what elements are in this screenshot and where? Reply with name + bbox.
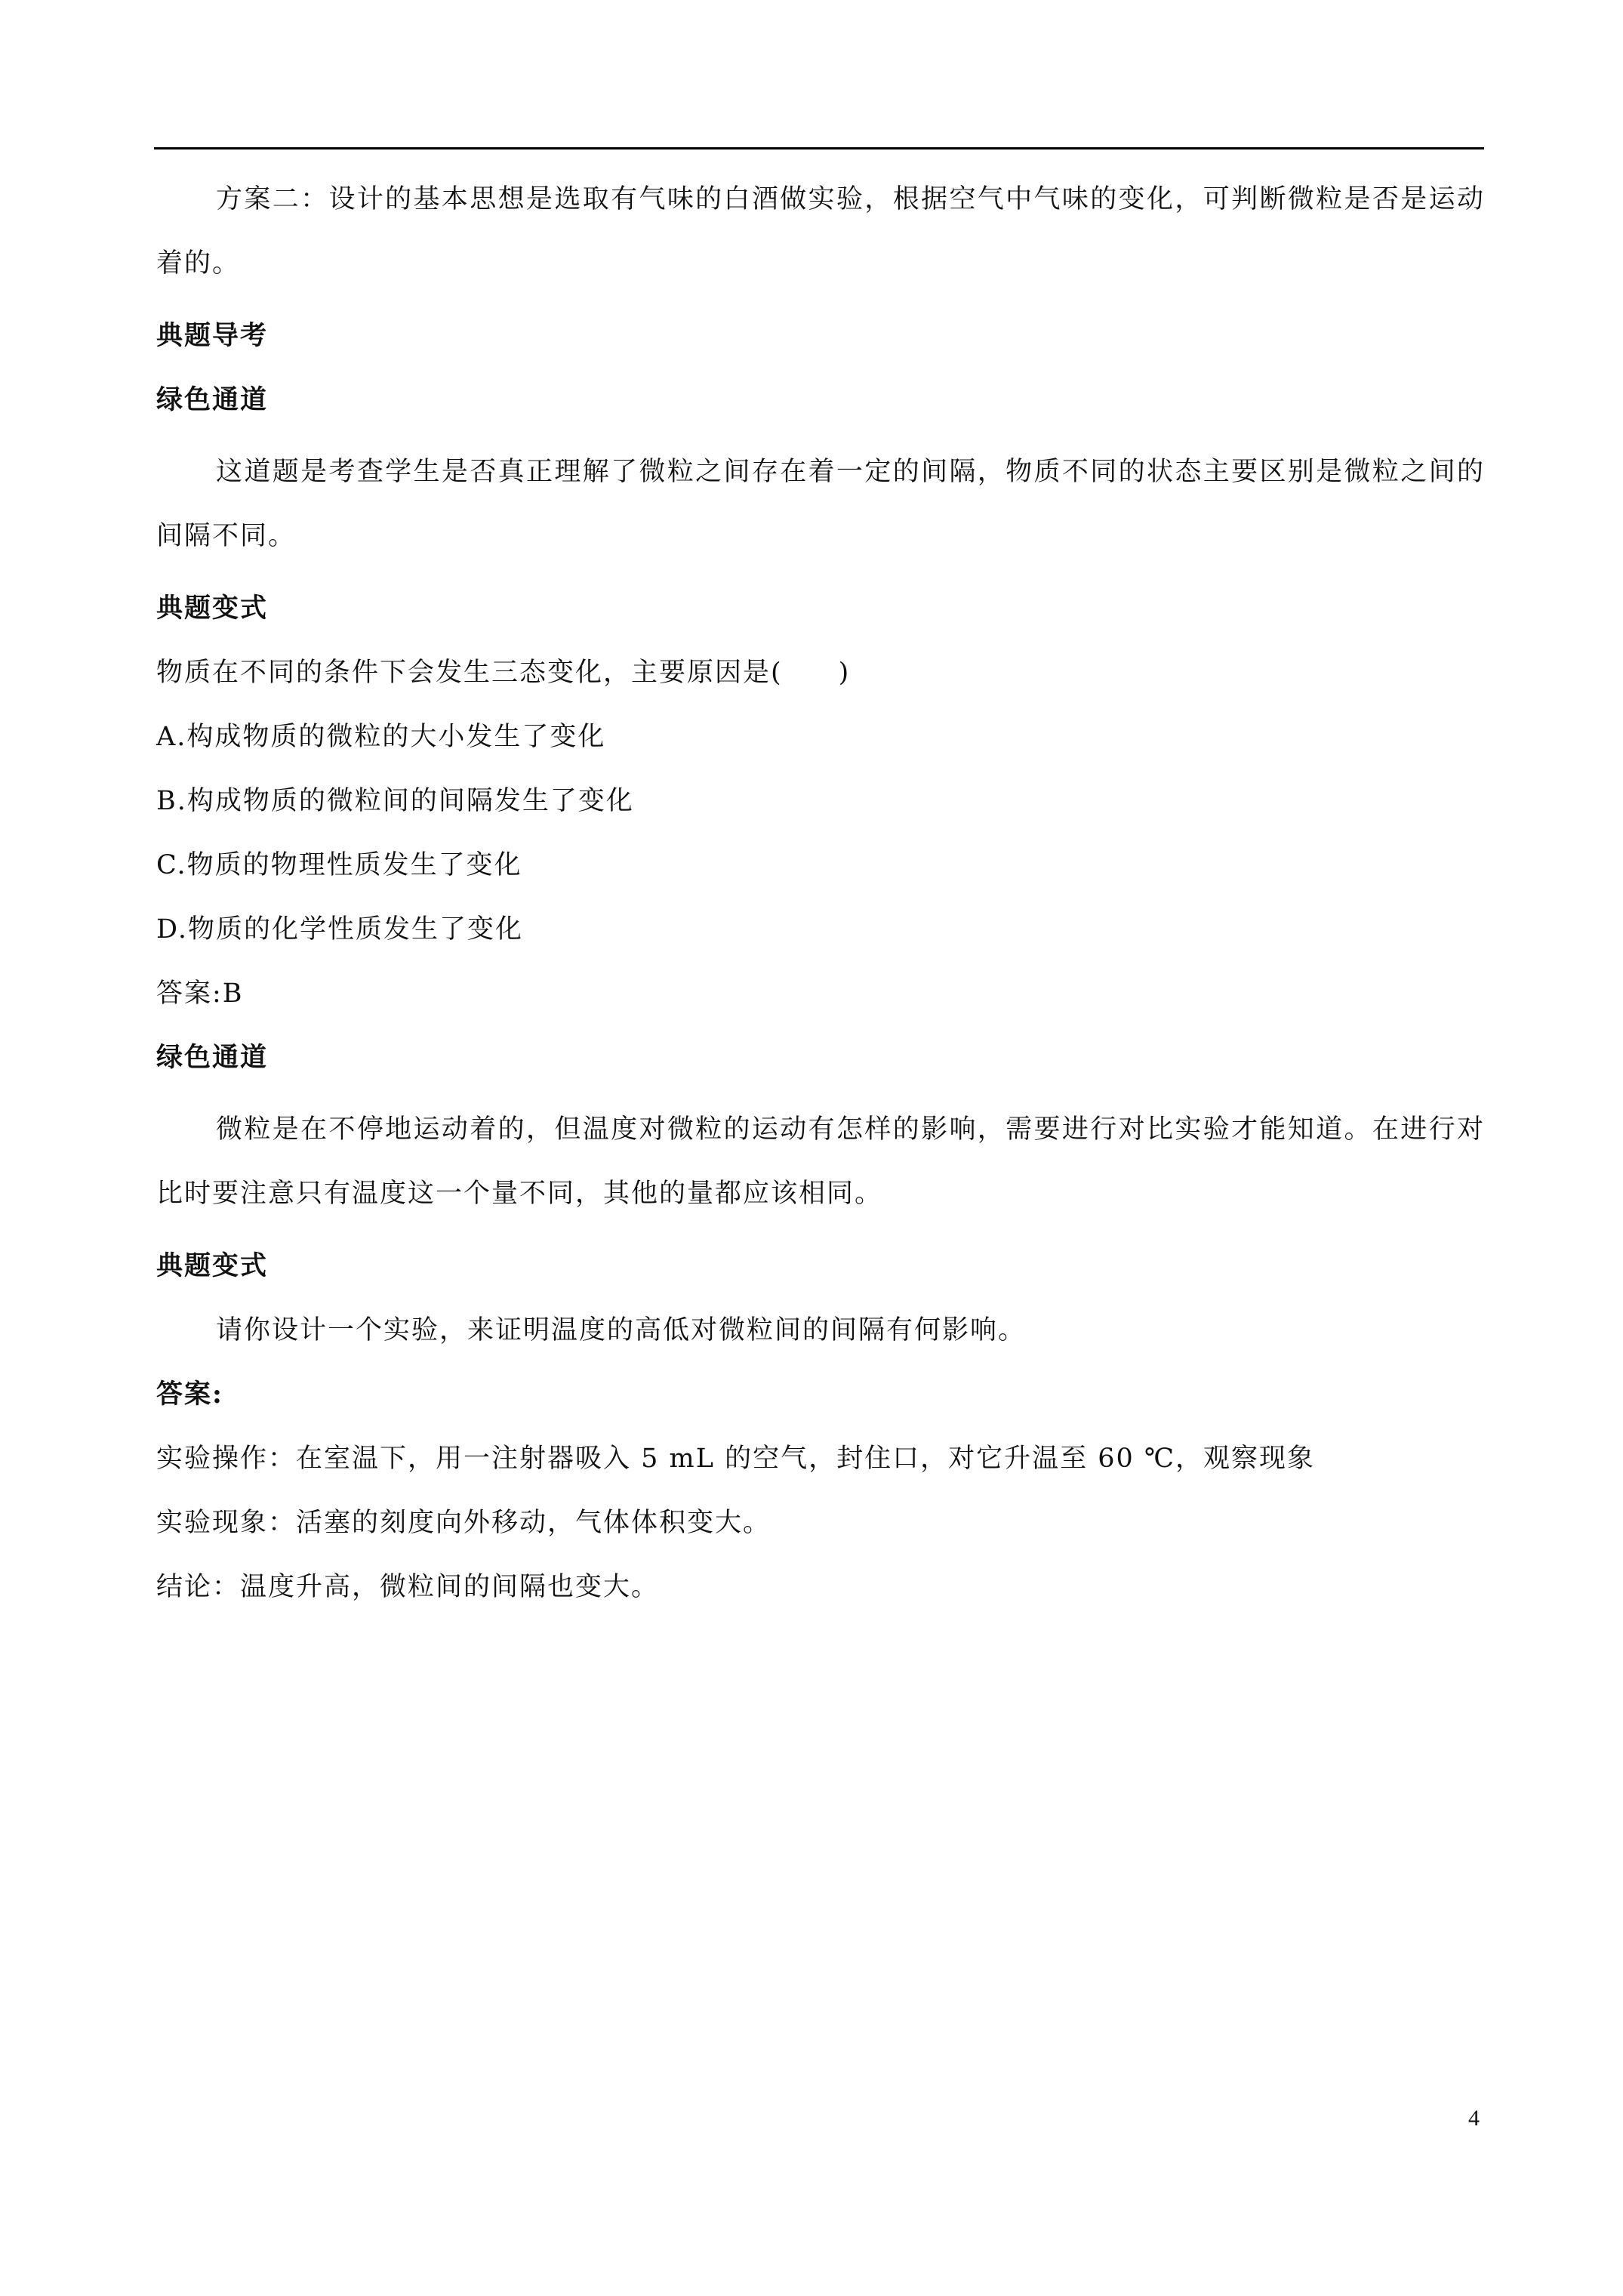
option-a: A.构成物质的微粒的大小发生了变化 bbox=[156, 722, 606, 752]
option-c: C.物质的物理性质发生了变化 bbox=[156, 850, 522, 880]
paragraph-temperature-explanation: 微粒是在不停地运动着的，但温度对微粒的运动有怎样的影响，需要进行对比实验才能知道。在进行对比时要注意只有温度这一个量不同，其他的量都应该相同。 bbox=[156, 1114, 1485, 1209]
option-b: B.构成物质的微粒间的间隔发生了变化 bbox=[156, 786, 634, 816]
heading-question-variant: 典题变式 bbox=[156, 593, 269, 624]
header-rule bbox=[154, 147, 1484, 149]
paragraph-plan-two: 方案二：设计的基本思想是选取有气味的白酒做实验，根据空气中气味的变化，可判断微粒是否是运动着的。 bbox=[156, 184, 1485, 279]
answer-heading: 答案: bbox=[156, 1379, 223, 1410]
question-design-experiment: 请你设计一个实验，来证明温度的高低对微粒间的间隔有何影响。 bbox=[216, 1315, 1027, 1345]
experiment-operation: 实验操作：在室温下，用一注射器吸入 5 mL 的空气，封住口，对它升温至 60 ℃，观察现象 bbox=[156, 1444, 1316, 1474]
heading-green-channel: 绿色通道 bbox=[156, 384, 269, 415]
heading-green-channel-2: 绿色通道 bbox=[156, 1042, 269, 1073]
experiment-phenomenon: 实验现象：活塞的刻度向外移动，气体体积变大。 bbox=[156, 1508, 771, 1538]
paragraph-green-channel-explanation: 这道题是考查学生是否真正理解了微粒之间存在着一定的间隔，物质不同的状态主要区别是微粒之间的间隔不同。 bbox=[156, 457, 1485, 551]
option-d: D.物质的化学性质发生了变化 bbox=[156, 914, 523, 945]
answer-line: 答案:B bbox=[156, 978, 244, 1009]
document-body bbox=[156, 168, 1485, 1627]
conclusion: 结论：温度升高，微粒间的间隔也变大。 bbox=[156, 1572, 660, 1602]
heading-question-variant-2: 典题变式 bbox=[156, 1250, 269, 1281]
page-number: 4 bbox=[1468, 2106, 1480, 2131]
heading-typical-question-guide: 典题导考 bbox=[156, 320, 269, 351]
question-stem: 物质在不同的条件下会发生三态变化，主要原因是( ) bbox=[156, 658, 851, 688]
